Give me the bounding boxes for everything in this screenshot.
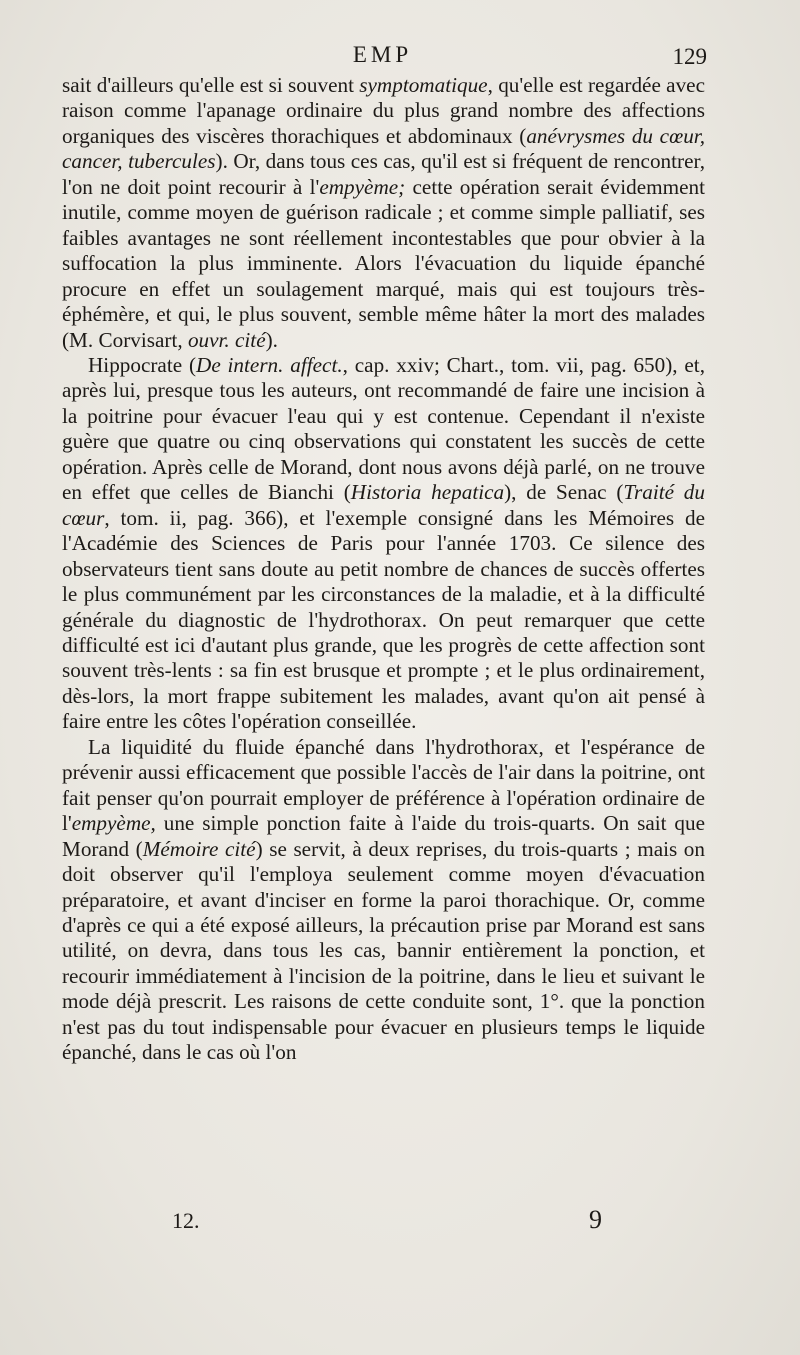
italic-text: De intern. affect. xyxy=(196,352,343,377)
italic-text: anévrysmes du cœur, cancer, tubercules xyxy=(62,123,705,174)
text-run: sait d'ailleurs qu'elle est si souvent xyxy=(62,73,360,97)
text-run: une simple ponction faite à l'aide du trois-quarts. On sait que Morand ( xyxy=(62,811,705,861)
text-run: ) se servit, à deux reprises, du trois-quarts ; mais on doit observer qu'il l'employa seulement comme moyen d'évacuation préparatoire, et avant d'inciser en forme la paroi thorachique. Or, comme d'après ce qui a été exposé ailleurs, la précaution prise par Morand est sans utilité, on devra, dans tous les cas, bannir entièrement la ponction, et recourir immédiatement à l'incision de la poitrine, dans le lieu et suivant le mode déjà prescrit. Les raisons de cette conduite sont, 1°. que la ponction n'est pas du tout indispensable pour évacuer en plusieurs temps le liquide épanché, dans le cas où l'on xyxy=(62,836,705,1065)
text-run: La liquidité du fluide épanché dans l'hydrothorax, et l'espérance de prévenir aussi efficacement que possible l'accès de l'air dans la poitrine, ont fait penser qu'on pourrait employer de préférence à l'opération ordinaire de l' xyxy=(62,734,705,836)
italic-text: symptomatique xyxy=(359,73,488,97)
italic-text: Historia hepatica xyxy=(350,480,505,505)
body-text xyxy=(62,73,705,1066)
text-run: ), de Senac ( xyxy=(504,480,624,505)
text-run: ). Or, dans tous ces cas, qu'il est si fréquent de rencontrer, l'on ne doit point recourir à l' xyxy=(62,149,706,199)
page-number: 129 xyxy=(672,44,707,69)
paragraph xyxy=(62,353,705,735)
italic-text: empyème, xyxy=(71,811,156,836)
italic-text: empyème; xyxy=(319,174,406,199)
text-run: cette opération serait évidemment inutile, comme moyen de guérison radicale ; et comme simple palliatif, ses faibles avantages ne sont réellement incontestables que pour obvier à la suffocation la plus imminente. Alors l'évacuation du liquide épanché procure en effet un soulagement marqué, mais qui est toujours très-éphémère, et qui, le plus souvent, semble même hâter la mort des malades (M. Corvisart, xyxy=(62,174,706,352)
running-head: EMP xyxy=(352,42,413,67)
text-run: , tom. ii, pag. 366), et l'exemple consigné dans les Mémoires de l'Académie des Sciences de Paris pour l'année 1703. Ce silence des observateurs tient sans doute au petit nombre de chances de succès offertes le plus communément par les circonstances de la maladie, et à la difficulté générale du diagnostic de l'hydrothorax. On peut remarquer que cette difficulté est ici d'autant plus grande, que les progrès de cette affection sont souvent très-lents : sa fin est brusque et prompte ; et le plus ordinairement, dès-lors, la mort frappe subitement les malades, avant qu'on ait pensé à faire entre les côtes l'opération conseillée. xyxy=(62,505,705,734)
signature-mark: 12. xyxy=(172,1208,200,1233)
text-run: , qu'elle est regardée avec raison comme l'apanage ordinaire du plus grand nombre des affections organiques des viscères thorachiques et abdominaux ( xyxy=(62,73,705,148)
italic-text: Mémoire cité xyxy=(142,836,256,861)
italic-text: Traité du cœur xyxy=(62,480,705,530)
text-run: , cap. xxiv; Chart., tom. vii, pag. 650), et, après lui, presque tous les auteurs, ont recommandé de faire une incision à la poitrine pour évacuer l'eau qui y est contenue. Cependant il n'existe guère que quatre ou cinq observations qui constatent les succès de cette opération. Après celle de Morand, dont nous avons déjà parlé, on ne trouve en effet que celles de Bianchi ( xyxy=(62,352,705,505)
page-header xyxy=(60,38,705,78)
text-run: Hippocrate ( xyxy=(88,352,197,377)
sheet-number: 9 xyxy=(589,1205,602,1234)
italic-text: ouvr. cité xyxy=(187,327,266,352)
paragraph xyxy=(62,73,705,353)
text-run: ). xyxy=(265,327,278,352)
paragraph xyxy=(62,735,705,1066)
